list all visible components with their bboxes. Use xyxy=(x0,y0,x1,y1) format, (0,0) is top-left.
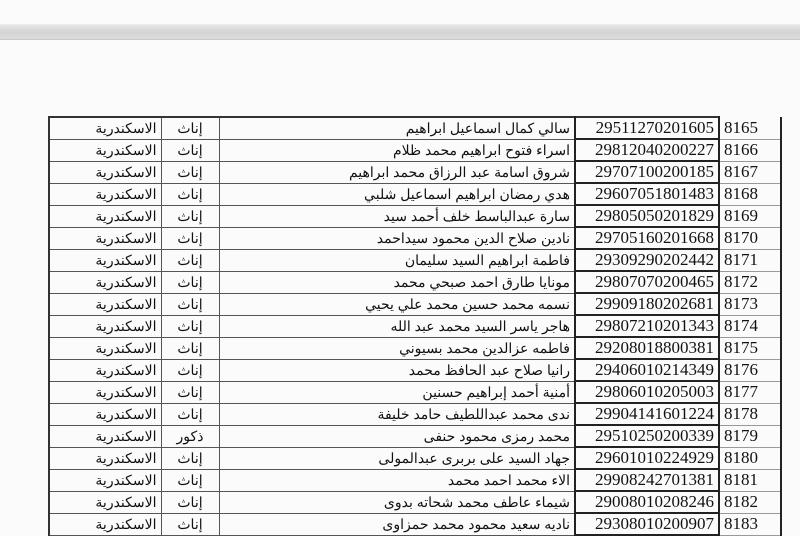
name-cell: فاطمه عزالدين محمد بسيوني xyxy=(219,337,575,359)
name-cell: مونايا طارق احمد صبحي محمد xyxy=(219,271,575,293)
name-cell: شيماء عاطف محمد شحاته بدوى xyxy=(219,491,575,513)
serial-cell: 8168 xyxy=(719,183,781,205)
governorate-cell: الاسكندرية xyxy=(49,491,161,513)
serial-cell: 8174 xyxy=(719,315,781,337)
national-id-cell: 29908242701381 xyxy=(575,469,719,491)
table-row xyxy=(49,381,781,403)
name-cell: فاطمة ابراهيم السيد سليمان xyxy=(219,249,575,271)
national-id-cell: 29208018800381 xyxy=(575,337,719,359)
results-table-body xyxy=(49,117,781,535)
national-id-cell: 29308010200907 xyxy=(575,513,719,535)
gender-cell: إناث xyxy=(161,513,219,535)
name-cell: محمد رمزى محمود حنفى xyxy=(219,425,575,447)
national-id-cell: 29705160201668 xyxy=(575,227,719,249)
gender-cell: إناث xyxy=(161,183,219,205)
national-id-cell: 29511270201605 xyxy=(575,117,719,139)
name-cell: سارة عبدالباسط خلف أحمد سيد xyxy=(219,205,575,227)
national-id-cell: 29904141601224 xyxy=(575,403,719,425)
table-row xyxy=(49,293,781,315)
gender-cell: إناث xyxy=(161,205,219,227)
name-cell: نسمه محمد حسين محمد علي يحيي xyxy=(219,293,575,315)
table-row xyxy=(49,271,781,293)
governorate-cell: الاسكندرية xyxy=(49,359,161,381)
name-cell: اسراء فتوح ابراهيم محمد ظلام xyxy=(219,139,575,161)
name-cell: شروق اسامة عبد الرزاق محمد ابراهيم xyxy=(219,161,575,183)
governorate-cell: الاسكندرية xyxy=(49,447,161,469)
national-id-cell: 29812040200227 xyxy=(575,139,719,161)
gender-cell: إناث xyxy=(161,293,219,315)
name-cell: نادين صلاح الدين محمود سيداحمد xyxy=(219,227,575,249)
gender-cell: إناث xyxy=(161,403,219,425)
national-id-cell: 29406010214349 xyxy=(575,359,719,381)
serial-cell: 8176 xyxy=(719,359,781,381)
governorate-cell: الاسكندرية xyxy=(49,469,161,491)
governorate-cell: الاسكندرية xyxy=(49,337,161,359)
gender-cell: إناث xyxy=(161,249,219,271)
governorate-cell: الاسكندرية xyxy=(49,227,161,249)
gender-cell: إناث xyxy=(161,337,219,359)
table-row xyxy=(49,249,781,271)
table-row xyxy=(49,117,781,139)
national-id-cell: 29806010205003 xyxy=(575,381,719,403)
governorate-cell: الاسكندرية xyxy=(49,249,161,271)
national-id-cell: 29008010208246 xyxy=(575,491,719,513)
national-id-cell: 29607051801483 xyxy=(575,183,719,205)
gender-cell: إناث xyxy=(161,271,219,293)
gender-cell: إناث xyxy=(161,117,219,139)
governorate-cell: الاسكندرية xyxy=(49,183,161,205)
serial-cell: 8167 xyxy=(719,161,781,183)
governorate-cell: الاسكندرية xyxy=(49,425,161,447)
table-row xyxy=(49,491,781,513)
national-id-cell: 29707100200185 xyxy=(575,161,719,183)
table-row xyxy=(49,425,781,447)
gender-cell: إناث xyxy=(161,161,219,183)
governorate-cell: الاسكندرية xyxy=(49,271,161,293)
table-row xyxy=(49,337,781,359)
table-row xyxy=(49,513,781,535)
table-row xyxy=(49,447,781,469)
serial-cell: 8170 xyxy=(719,227,781,249)
governorate-cell: الاسكندرية xyxy=(49,139,161,161)
name-cell: ندى محمد عبداللطيف حامد خليفة xyxy=(219,403,575,425)
table-row xyxy=(49,315,781,337)
results-table xyxy=(48,116,782,536)
governorate-cell: الاسكندرية xyxy=(49,513,161,535)
governorate-cell: الاسكندرية xyxy=(49,315,161,337)
name-cell: هاجر ياسر السيد محمد عبد الله xyxy=(219,315,575,337)
table-row xyxy=(49,161,781,183)
name-cell: ناديه سعيد محمود محمد حمزاوى xyxy=(219,513,575,535)
national-id-cell: 29510250200339 xyxy=(575,425,719,447)
gender-cell: إناث xyxy=(161,359,219,381)
national-id-cell: 29309290202442 xyxy=(575,249,719,271)
serial-cell: 8183 xyxy=(719,513,781,535)
gender-cell: إناث xyxy=(161,315,219,337)
name-cell: رانيا صلاح عبد الحافظ محمد xyxy=(219,359,575,381)
gender-cell: إناث xyxy=(161,139,219,161)
serial-cell: 8179 xyxy=(719,425,781,447)
serial-cell: 8169 xyxy=(719,205,781,227)
table-row xyxy=(49,469,781,491)
serial-cell: 8175 xyxy=(719,337,781,359)
serial-cell: 8182 xyxy=(719,491,781,513)
table-row xyxy=(49,205,781,227)
table-row xyxy=(49,227,781,249)
gender-cell: إناث xyxy=(161,227,219,249)
governorate-cell: الاسكندرية xyxy=(49,403,161,425)
serial-cell: 8178 xyxy=(719,403,781,425)
national-id-cell: 29807210201343 xyxy=(575,315,719,337)
gender-cell: إناث xyxy=(161,381,219,403)
results-sheet xyxy=(48,116,782,536)
table-row xyxy=(49,139,781,161)
governorate-cell: الاسكندرية xyxy=(49,293,161,315)
table-row xyxy=(49,183,781,205)
serial-cell: 8166 xyxy=(719,139,781,161)
serial-cell: 8171 xyxy=(719,249,781,271)
serial-cell: 8165 xyxy=(719,117,781,139)
name-cell: جهاد السيد على بربرى عبدالمولى xyxy=(219,447,575,469)
national-id-cell: 29909180202681 xyxy=(575,293,719,315)
top-gray-bar xyxy=(0,24,800,40)
governorate-cell: الاسكندرية xyxy=(49,161,161,183)
serial-cell: 8180 xyxy=(719,447,781,469)
serial-cell: 8181 xyxy=(719,469,781,491)
serial-cell: 8173 xyxy=(719,293,781,315)
national-id-cell: 29807070200465 xyxy=(575,271,719,293)
gender-cell: ذكور xyxy=(161,425,219,447)
serial-cell: 8177 xyxy=(719,381,781,403)
name-cell: أمنية أحمد إبراهيم حسنين xyxy=(219,381,575,403)
gender-cell: إناث xyxy=(161,447,219,469)
gender-cell: إناث xyxy=(161,469,219,491)
gender-cell: إناث xyxy=(161,491,219,513)
governorate-cell: الاسكندرية xyxy=(49,117,161,139)
table-row xyxy=(49,403,781,425)
name-cell: الاء محمد احمد محمد xyxy=(219,469,575,491)
national-id-cell: 29805050201829 xyxy=(575,205,719,227)
serial-cell: 8172 xyxy=(719,271,781,293)
name-cell: سالي كمال اسماعيل ابراهيم xyxy=(219,117,575,139)
name-cell: هدي رمضان ابراهيم اسماعيل شلبي xyxy=(219,183,575,205)
table-row xyxy=(49,359,781,381)
governorate-cell: الاسكندرية xyxy=(49,381,161,403)
governorate-cell: الاسكندرية xyxy=(49,205,161,227)
national-id-cell: 29601010224929 xyxy=(575,447,719,469)
